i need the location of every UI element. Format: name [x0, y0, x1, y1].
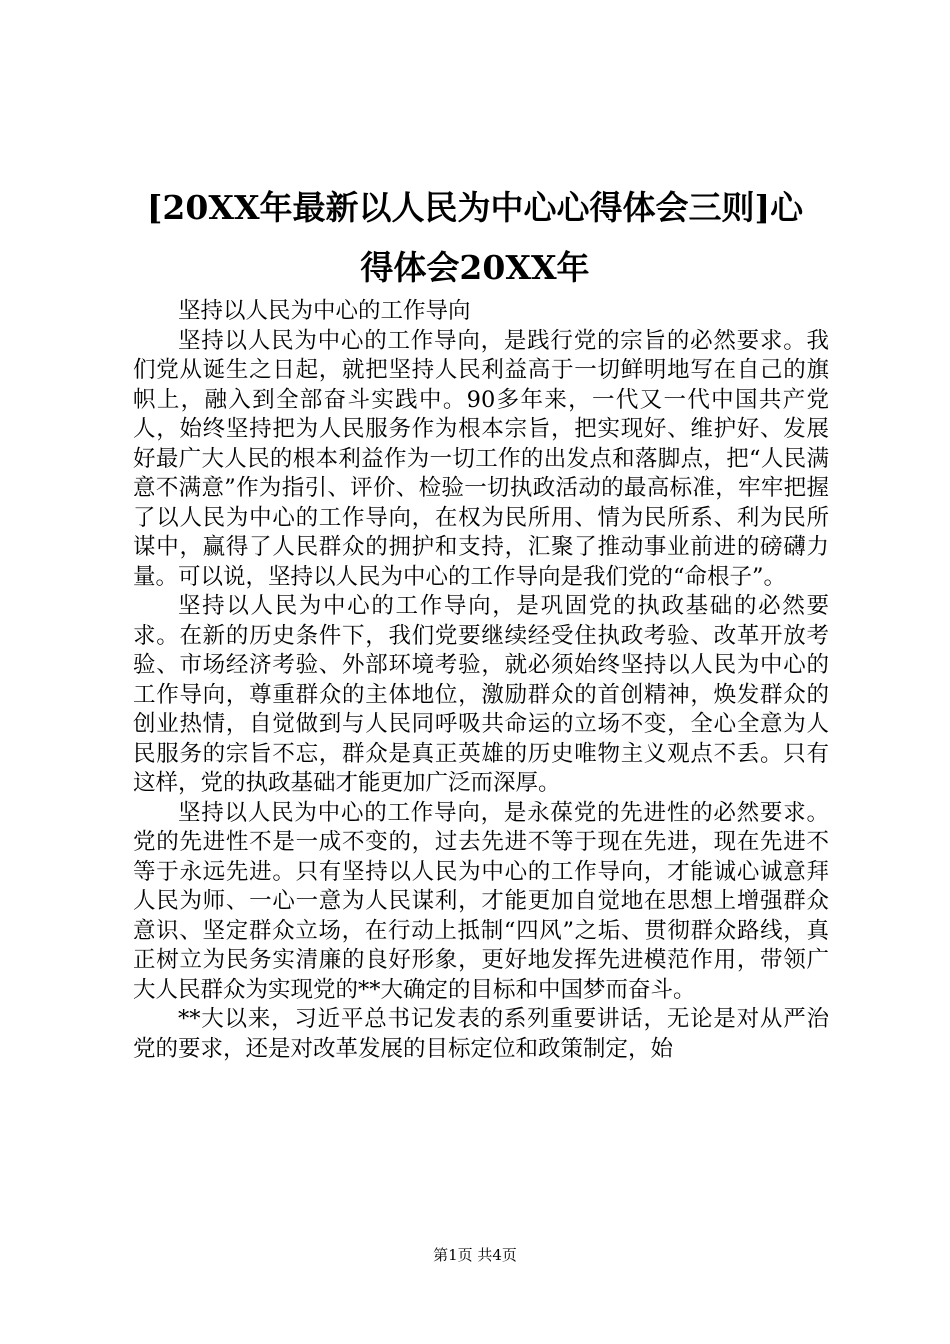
paragraph: 坚持以人民为中心的工作导向，是巩固党的执政基础的必然要求。在新的历史条件下，我们党要继续经受住执政考验、改革开放考验、市场经济考验、外部环境考验，就必须始终坚持以人民为中心的工作导向，尊重群众的主体地位，激励群众的首创精神，焕发群众的创业热情，自觉做到与人民同呼吸共命运的立场不变，全心全意为人民服务的宗旨不忘，群众是真正英雄的历史唯物主义观点不丢。只有这样，党的执政基础才能更加广泛而深厚。	[133, 593, 829, 796]
paragraph: 坚持以人民为中心的工作导向，是践行党的宗旨的必然要求。我们党从诞生之日起，就把坚持人民利益高于一切鲜明地写在自己的旗帜上，融入到全部奋斗实践中。90多年来，一代又一代中国共产党人，始终坚持把为人民服务作为根本宗旨，把实现好、维护好、发展好最广大人民的根本利益作为一切工作的出发点和落脚点，把“人民满意不满意”作为指引、评价、检验一切执政活动的最高标准，牢牢把握了以人民为中心的工作导向，在权为民所用、情为民所系、利为民所谋中，赢得了人民群众的拥护和支持，汇聚了推动事业前进的磅礴力量。可以说，坚持以人民为中心的工作导向是我们党的“命根子”。	[133, 327, 829, 590]
paragraph-heading: 坚持以人民为中心的工作导向	[178, 298, 471, 324]
title-line-1: [20XX年最新以人民为中心心得体会三则]心	[146, 188, 804, 227]
paragraph: 坚持以人民为中心的工作导向，是永葆党的先进性的必然要求。党的先进性不是一成不变的，过去先进不等于现在先进，现在先进不等于永远先进。只有坚持以人民为中心的工作导向，才能诚心诚意拜人民为师、一心一意为人民谋利，才能更加自觉地在思想上增强群众意识、坚定群众立场，在行动上抵制“四风”之垢、贯彻群众路线，真正树立为民务实清廉的良好形象，更好地发挥先进模范作用，带领广大人民群众为实现党的**大确定的目标和中国梦而奋斗。	[133, 799, 829, 1003]
title-line-2: 得体会20XX年	[360, 248, 590, 287]
paragraph: **大以来，习近平总书记发表的系列重要讲话，无论是对从严治党的要求，还是对改革发展的目标定位和政策制定，始	[133, 1006, 829, 1062]
document-body	[133, 297, 829, 1064]
page-number-footer: 第1页 共4页	[433, 1246, 517, 1264]
page-title	[100, 178, 850, 298]
